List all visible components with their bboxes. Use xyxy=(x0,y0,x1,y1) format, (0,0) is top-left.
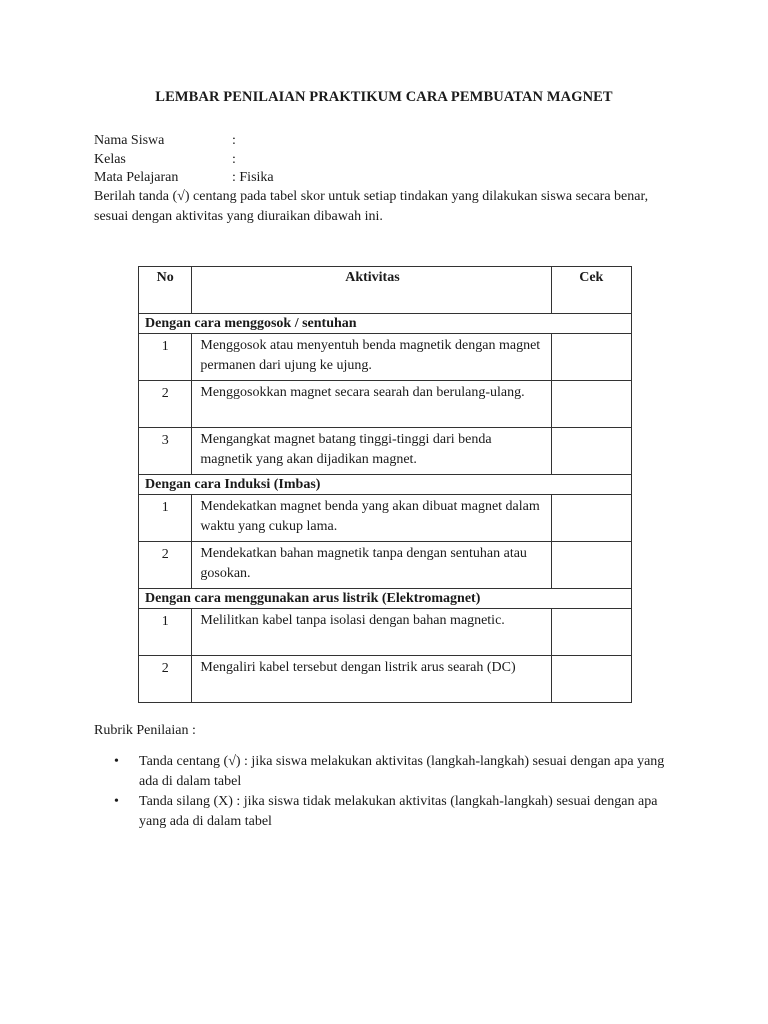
field-label: Kelas xyxy=(94,152,126,167)
section-row xyxy=(139,589,632,609)
header-check: Cek xyxy=(551,267,631,314)
check-cell[interactable] xyxy=(551,609,631,656)
page-title: LEMBAR PENILAIAN PRAKTIKUM CARA PEMBUATAN MAGNET xyxy=(155,89,613,105)
list-item xyxy=(94,792,684,832)
section-row xyxy=(139,314,632,334)
row-activity: Melilitkan kabel tanpa isolasi dengan bahan magnetic. xyxy=(192,609,551,656)
header-no: No xyxy=(139,267,192,314)
field-label: Mata Pelajaran xyxy=(94,170,179,185)
table-row xyxy=(139,495,632,542)
row-activity: Mendekatkan magnet benda yang akan dibuat magnet dalam waktu yang cukup lama. xyxy=(192,495,551,542)
check-cell[interactable] xyxy=(551,495,631,542)
rubric-item-text: Tanda centang (√) : jika siswa melakukan aktivitas (langkah-langkah) sesuai dengan apa yang ada di dalam tabel xyxy=(139,754,665,789)
row-no: 1 xyxy=(139,495,192,542)
check-cell[interactable] xyxy=(551,542,631,589)
table-row xyxy=(139,428,632,475)
field-value: : xyxy=(232,152,236,167)
check-cell[interactable] xyxy=(551,656,631,703)
field-value: : xyxy=(232,133,236,148)
check-cell[interactable] xyxy=(551,334,631,381)
bullet-icon: • xyxy=(114,754,119,769)
table-row xyxy=(139,542,632,589)
list-item xyxy=(94,752,684,792)
table-row xyxy=(139,381,632,428)
check-cell[interactable] xyxy=(551,381,631,428)
section-row xyxy=(139,475,632,495)
row-no: 2 xyxy=(139,381,192,428)
row-activity: Menggosok atau menyentuh benda magnetik dengan magnet permanen dari ujung ke ujung. xyxy=(192,334,551,381)
row-activity: Mengangkat magnet batang tinggi-tinggi dari benda magnetik yang akan dijadikan magnet. xyxy=(192,428,551,475)
bullet-icon: • xyxy=(114,794,119,809)
row-activity: Mendekatkan bahan magnetik tanpa dengan sentuhan atau gosokan. xyxy=(192,542,551,589)
row-no: 1 xyxy=(139,609,192,656)
row-activity: Menggosokkan magnet secara searah dan berulang-ulang. xyxy=(192,381,551,428)
table-row xyxy=(139,609,632,656)
rubric-title: Rubrik Penilaian : xyxy=(94,723,196,738)
table-row xyxy=(139,334,632,381)
row-activity: Mengaliri kabel tersebut dengan listrik arus searah (DC) xyxy=(192,656,551,703)
table-header-row xyxy=(139,267,632,314)
instruction-text: Berilah tanda (√) centang pada tabel skor untuk setiap tindakan yang dilakukan siswa secara benar, sesuai dengan aktivitas yang diuraikan dibawah ini. xyxy=(94,189,649,224)
field-mata-pelajaran xyxy=(94,169,274,187)
rubric-list xyxy=(94,752,684,832)
section-title: Dengan cara Induksi (Imbas) xyxy=(139,475,632,495)
row-no: 3 xyxy=(139,428,192,475)
rubric-item-text: Tanda silang (X) : jika siswa tidak melakukan aktivitas (langkah-langkah) sesuai dengan apa yang ada di dalam tabel xyxy=(139,794,658,829)
header-activity: Aktivitas xyxy=(192,267,551,314)
row-no: 2 xyxy=(139,542,192,589)
table-row xyxy=(139,656,632,703)
check-cell[interactable] xyxy=(551,428,631,475)
score-table xyxy=(138,266,632,703)
field-nama-siswa xyxy=(94,132,236,150)
field-kelas xyxy=(94,151,236,169)
row-no: 1 xyxy=(139,334,192,381)
section-title: Dengan cara menggosok / sentuhan xyxy=(139,314,632,334)
section-title: Dengan cara menggunakan arus listrik (Elektromagnet) xyxy=(139,589,632,609)
field-label: Nama Siswa xyxy=(94,133,165,148)
row-no: 2 xyxy=(139,656,192,703)
field-value: : Fisika xyxy=(232,170,274,185)
